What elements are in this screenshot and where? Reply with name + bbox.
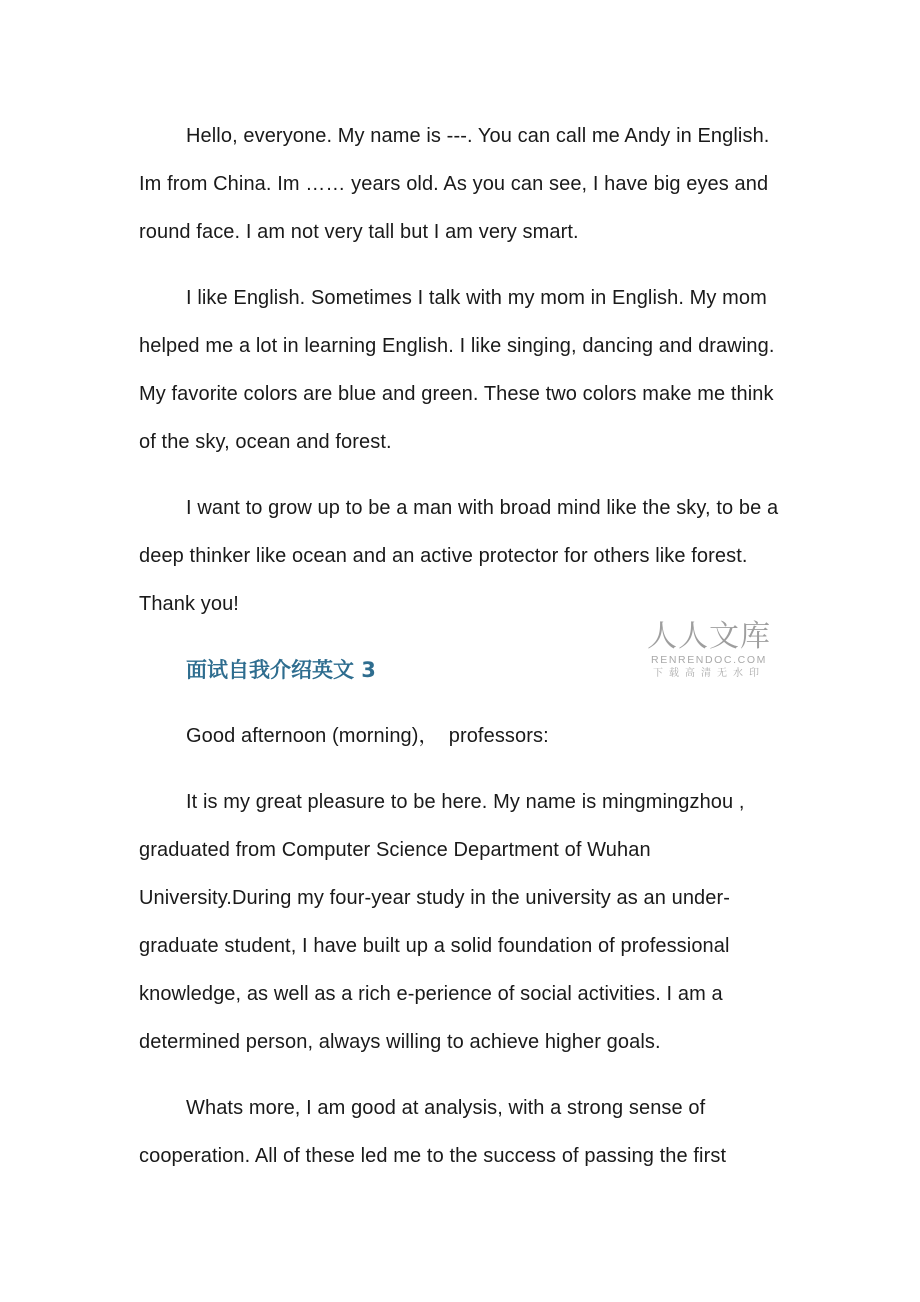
section-heading: 面试自我介绍英文 3	[186, 658, 376, 682]
paragraph-intro: Hello, everyone. My name is ---. You can call me Andy in English. Im from China. Im …… years old. As you can see, I have big eyes and round face. I am not very tall but I am very smart.	[139, 125, 770, 243]
paragraph-strengths: Whats more, I am good at analysis, with a strong sense of cooperation. All of these led me to the success of passing the first	[139, 1097, 727, 1167]
paragraph-greeting: Good afternoon (morning)， professors:	[186, 725, 549, 747]
paragraph-education: It is my great pleasure to be here. My name is mingmingzhou , graduated from Computer Science Department of Wuhan University.During my four-year study in the university as an under-graduate student, I have built up a solid foundation of professional knowledge, as well as a rich e-perience of social activities. I am a determined person, always willing to achieve higher goals.	[139, 791, 745, 1053]
watermark-logo: 人人文库	[647, 619, 771, 654]
paragraph-hobbies: I like English. Sometimes I talk with my mom in English. My mom helped me a lot in learning English. I like singing, dancing and drawing. My favorite colors are blue and green. These two colors make me think of the sky, ocean and forest.	[139, 287, 775, 453]
watermark-domain: RENRENDOC.COM	[651, 654, 767, 666]
renrendoc-watermark	[646, 620, 772, 681]
paragraph-aspiration: I want to grow up to be a man with broad mind like the sky, to be a deep thinker like ocean and an active protector for others like forest. Thank you!	[139, 497, 779, 615]
watermark-slogan: 下载高清无水印	[653, 668, 765, 679]
